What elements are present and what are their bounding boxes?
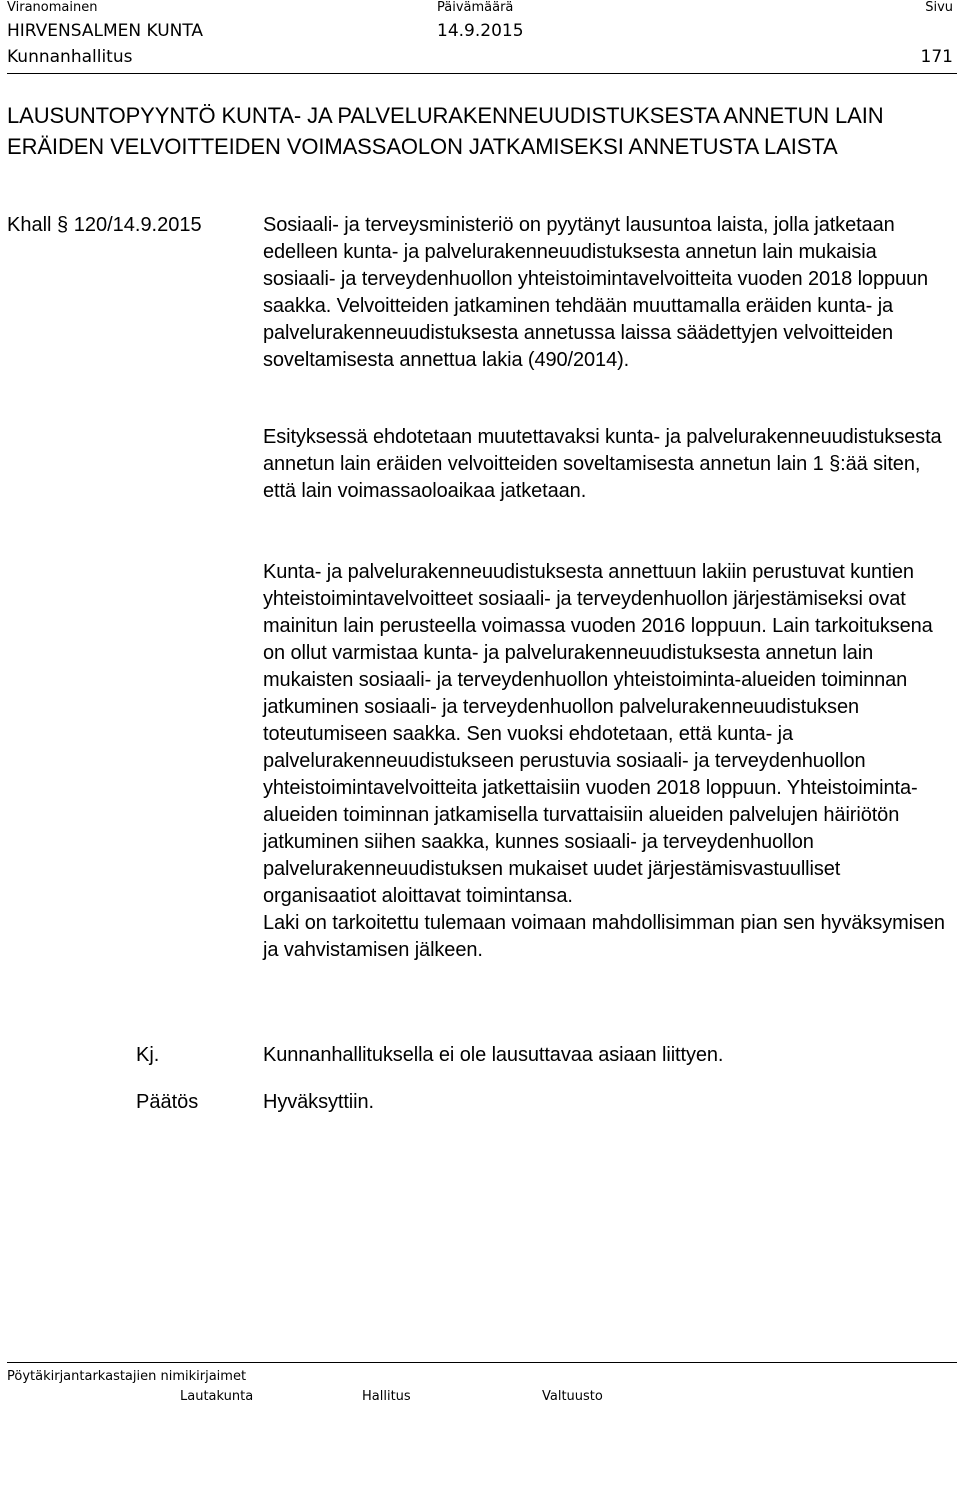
footer-label: Pöytäkirjantarkastajien nimikirjaimet: [7, 1369, 247, 1384]
paragraph-proposal: [263, 424, 953, 505]
header-page-number: 171: [920, 47, 953, 67]
header-body: Kunnanhallitus: [7, 47, 133, 67]
footer-col-lautakunta: Lautakunta: [180, 1389, 254, 1404]
decision-label: Päätös: [136, 1091, 199, 1113]
header-org-label: Viranomainen: [7, 0, 98, 15]
header-date: 14.9.2015: [437, 21, 524, 41]
paragraph-request: [263, 212, 953, 374]
footer-col-valtuusto: Valtuusto: [542, 1389, 603, 1404]
footer-col-hallitus: Hallitus: [362, 1389, 411, 1404]
proposal-label: Kj.: [136, 1044, 160, 1066]
footer-divider: [7, 1362, 957, 1363]
paragraph-text: Laki on tarkoitettu tulemaan voimaan mahdollisimman pian sen hyväksymisen ja vahvistamisen jälkeen.: [263, 912, 945, 961]
header-page-label: Sivu: [925, 0, 953, 15]
proposal-text: Kunnanhallituksella ei ole lausuttavaa asiaan liittyen.: [263, 1044, 724, 1066]
decision-text: Hyväksyttiin.: [263, 1091, 374, 1113]
paragraph-background: [263, 559, 953, 964]
section-reference: Khall § 120/14.9.2015: [7, 214, 202, 236]
header-divider: [7, 73, 957, 74]
paragraph-text: Esityksessä ehdotetaan muutettavaksi kunta- ja palvelurakenneuudistuksesta annetun lain eräiden velvoitteiden soveltamisesta annetun lain 1 §:ää siten, että lain voimassaoloaikaa jatketaan.: [263, 426, 942, 502]
paragraph-text: Sosiaali- ja terveysministeriö on pyytänyt lausuntoa laista, jolla jatketaan edelleen kunta- ja palvelurakenneuudistuksesta annetun lain mukaisia sosiaali- ja terveydenhuollon yhteistoimintavelvoitteita vuoden 2018 loppuun saakka. Velvoitteiden jatkaminen tehdään muuttamalla eräiden kunta- ja palvelurakenneuudistuksesta annetussa laissa säädettyjen velvoitteiden soveltamisesta annettua lakia (490/2014).: [263, 214, 929, 371]
document-title: LAUSUNTOPYYNTÖ KUNTA- JA PALVELURAKENNEUUDISTUKSESTA ANNETUN LAIN ERÄIDEN VELVOITTEIDEN VOIMASSAOLON JATKAMISEKSI ANNETUSTA LAISTA: [7, 103, 884, 159]
paragraph-text: Kunta- ja palvelurakenneuudistuksesta annettuun lakiin perustuvat kuntien yhteistoimintavelvoitteet sosiaali- ja terveydenhuollon järjestämiseksi ovat mainitun lain perusteella voimassa vuoden 2016 loppuun. Lain tarkoituksena on ollut varmistaa kunta- ja palvelurakenneuudistuksesta annetun lain mukaisten sosiaali- ja terveydenhuollon yhteistoiminta-alueiden toiminnan jatkuminen sosiaali- ja terveydenhuollon palvelurakenneuudistuksen toteutumiseen saakka. Sen vuoksi ehdotetaan, että kunta- ja palvelurakenneuudistukseen perustuvia sosiaali- ja terveydenhuollon yhteistoimintavelvoitteita jatkettaisiin vuoden 2018 loppuun. Yhteistoiminta-alueiden toiminnan jatkamisella turvattaisiin alueiden palvelujen häiriötön jatkuminen siihen saakka, kunnes sosiaali- ja terveydenhuollon palvelurakenneuudistuksen mukaiset uudet järjestämisvastuulliset organisaatiot aloittavat toimintansa.: [263, 561, 933, 907]
header-date-label: Päivämäärä: [437, 0, 514, 15]
header-org: HIRVENSALMEN KUNTA: [7, 21, 204, 41]
